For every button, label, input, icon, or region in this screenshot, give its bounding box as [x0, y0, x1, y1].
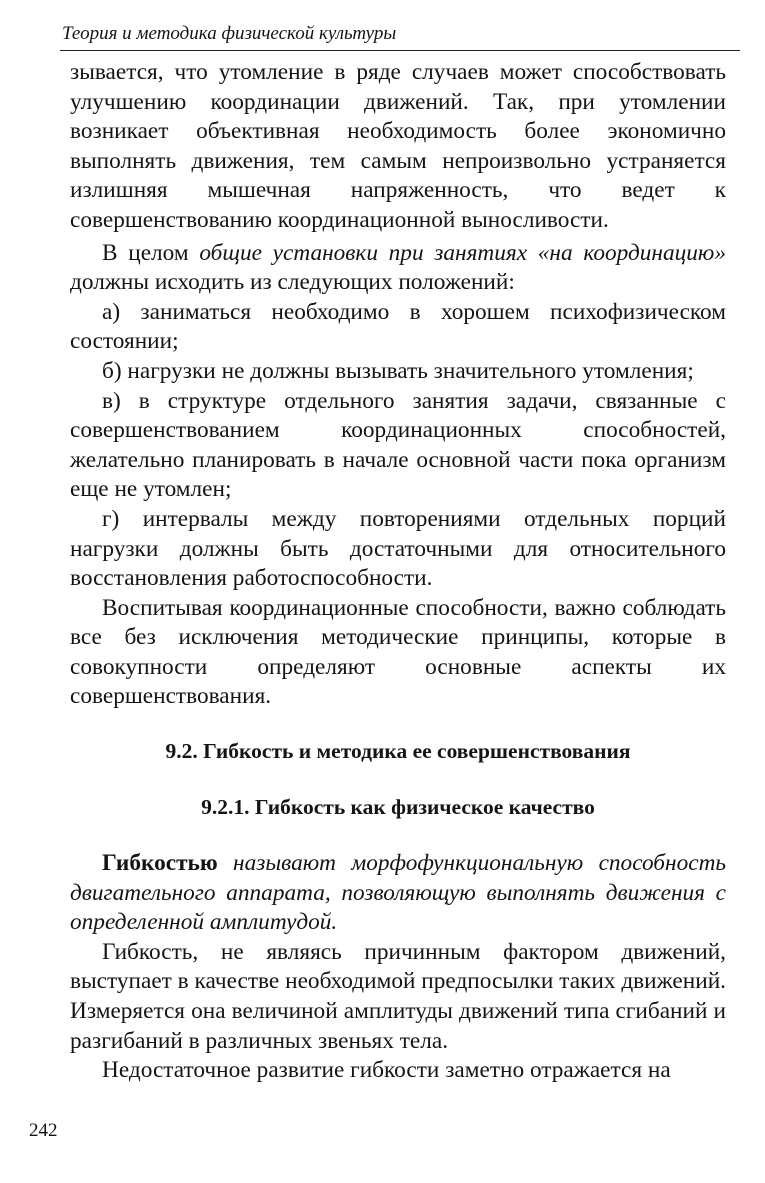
paragraph-text: должны исходить из следующих положений: — [70, 269, 515, 296]
paragraph-continuation: зывается, что утомление в ряде случаев может способствовать улучшению координации движений. Так, при утомлении возникает объективная необходимость более экономично выполнять движения, тем самым непроизвольно устраняется излишняя мышечная напряженность, что ведет к совершенствованию координационной выносливости. — [70, 59, 726, 233]
header-rule — [60, 50, 740, 51]
list-item-d: г) интервалы между повторениями отдельных порций нагрузки должны быть достаточными для относительного восстановления работоспособности. — [70, 505, 726, 592]
paragraph-text: В целом — [102, 239, 200, 266]
page-number: 242 — [29, 1120, 58, 1141]
subsection-heading: 9.2.1. Гибкость как физическое качество — [201, 795, 595, 820]
paragraph-general-settings — [70, 239, 726, 298]
paragraph-flexibility: Гибкость, не являясь причинным фактором движений, выступает в качестве необходимой предпосылки таких движений. Измеряется она величиной амплитуды движений типа сгибаний и разгибаний в различных звеньях тела. — [70, 938, 726, 1054]
page-body — [70, 58, 726, 1086]
paragraph-principles: Воспитывая координационные способности, важно соблюдать все без исключения методические принципы, которые в совокупности определяют основные аспекты их совершенствования. — [70, 594, 726, 710]
list-item-b: б) нагрузки не должны вызывать значительного утомления; — [102, 357, 694, 384]
running-header: Теория и методика физической культуры — [62, 23, 397, 44]
italic-phrase: общие установки при занятиях «на координацию» — [199, 239, 726, 266]
paragraph-insufficient: Недостаточное развитие гибкости заметно отражается на — [102, 1057, 671, 1084]
list-item-a: а) заниматься необходимо в хорошем психофизическом состоянии; — [70, 298, 726, 355]
definition-paragraph — [70, 849, 726, 938]
definition-term: Гибкостью — [102, 850, 218, 877]
section-heading: 9.2. Гибкость и методика ее совершенствования — [165, 739, 631, 764]
definition-text: называют морфофункциональную способность двигательного аппарата, позволяющую выполнять движения с определенной амплитудой. — [70, 850, 726, 936]
list-item-c: в) в структуре отдельного занятия задачи, связанные с совершенствованием координационных способностей, желательно планировать в начале основной части пока организм еще не утомлен; — [70, 387, 726, 503]
